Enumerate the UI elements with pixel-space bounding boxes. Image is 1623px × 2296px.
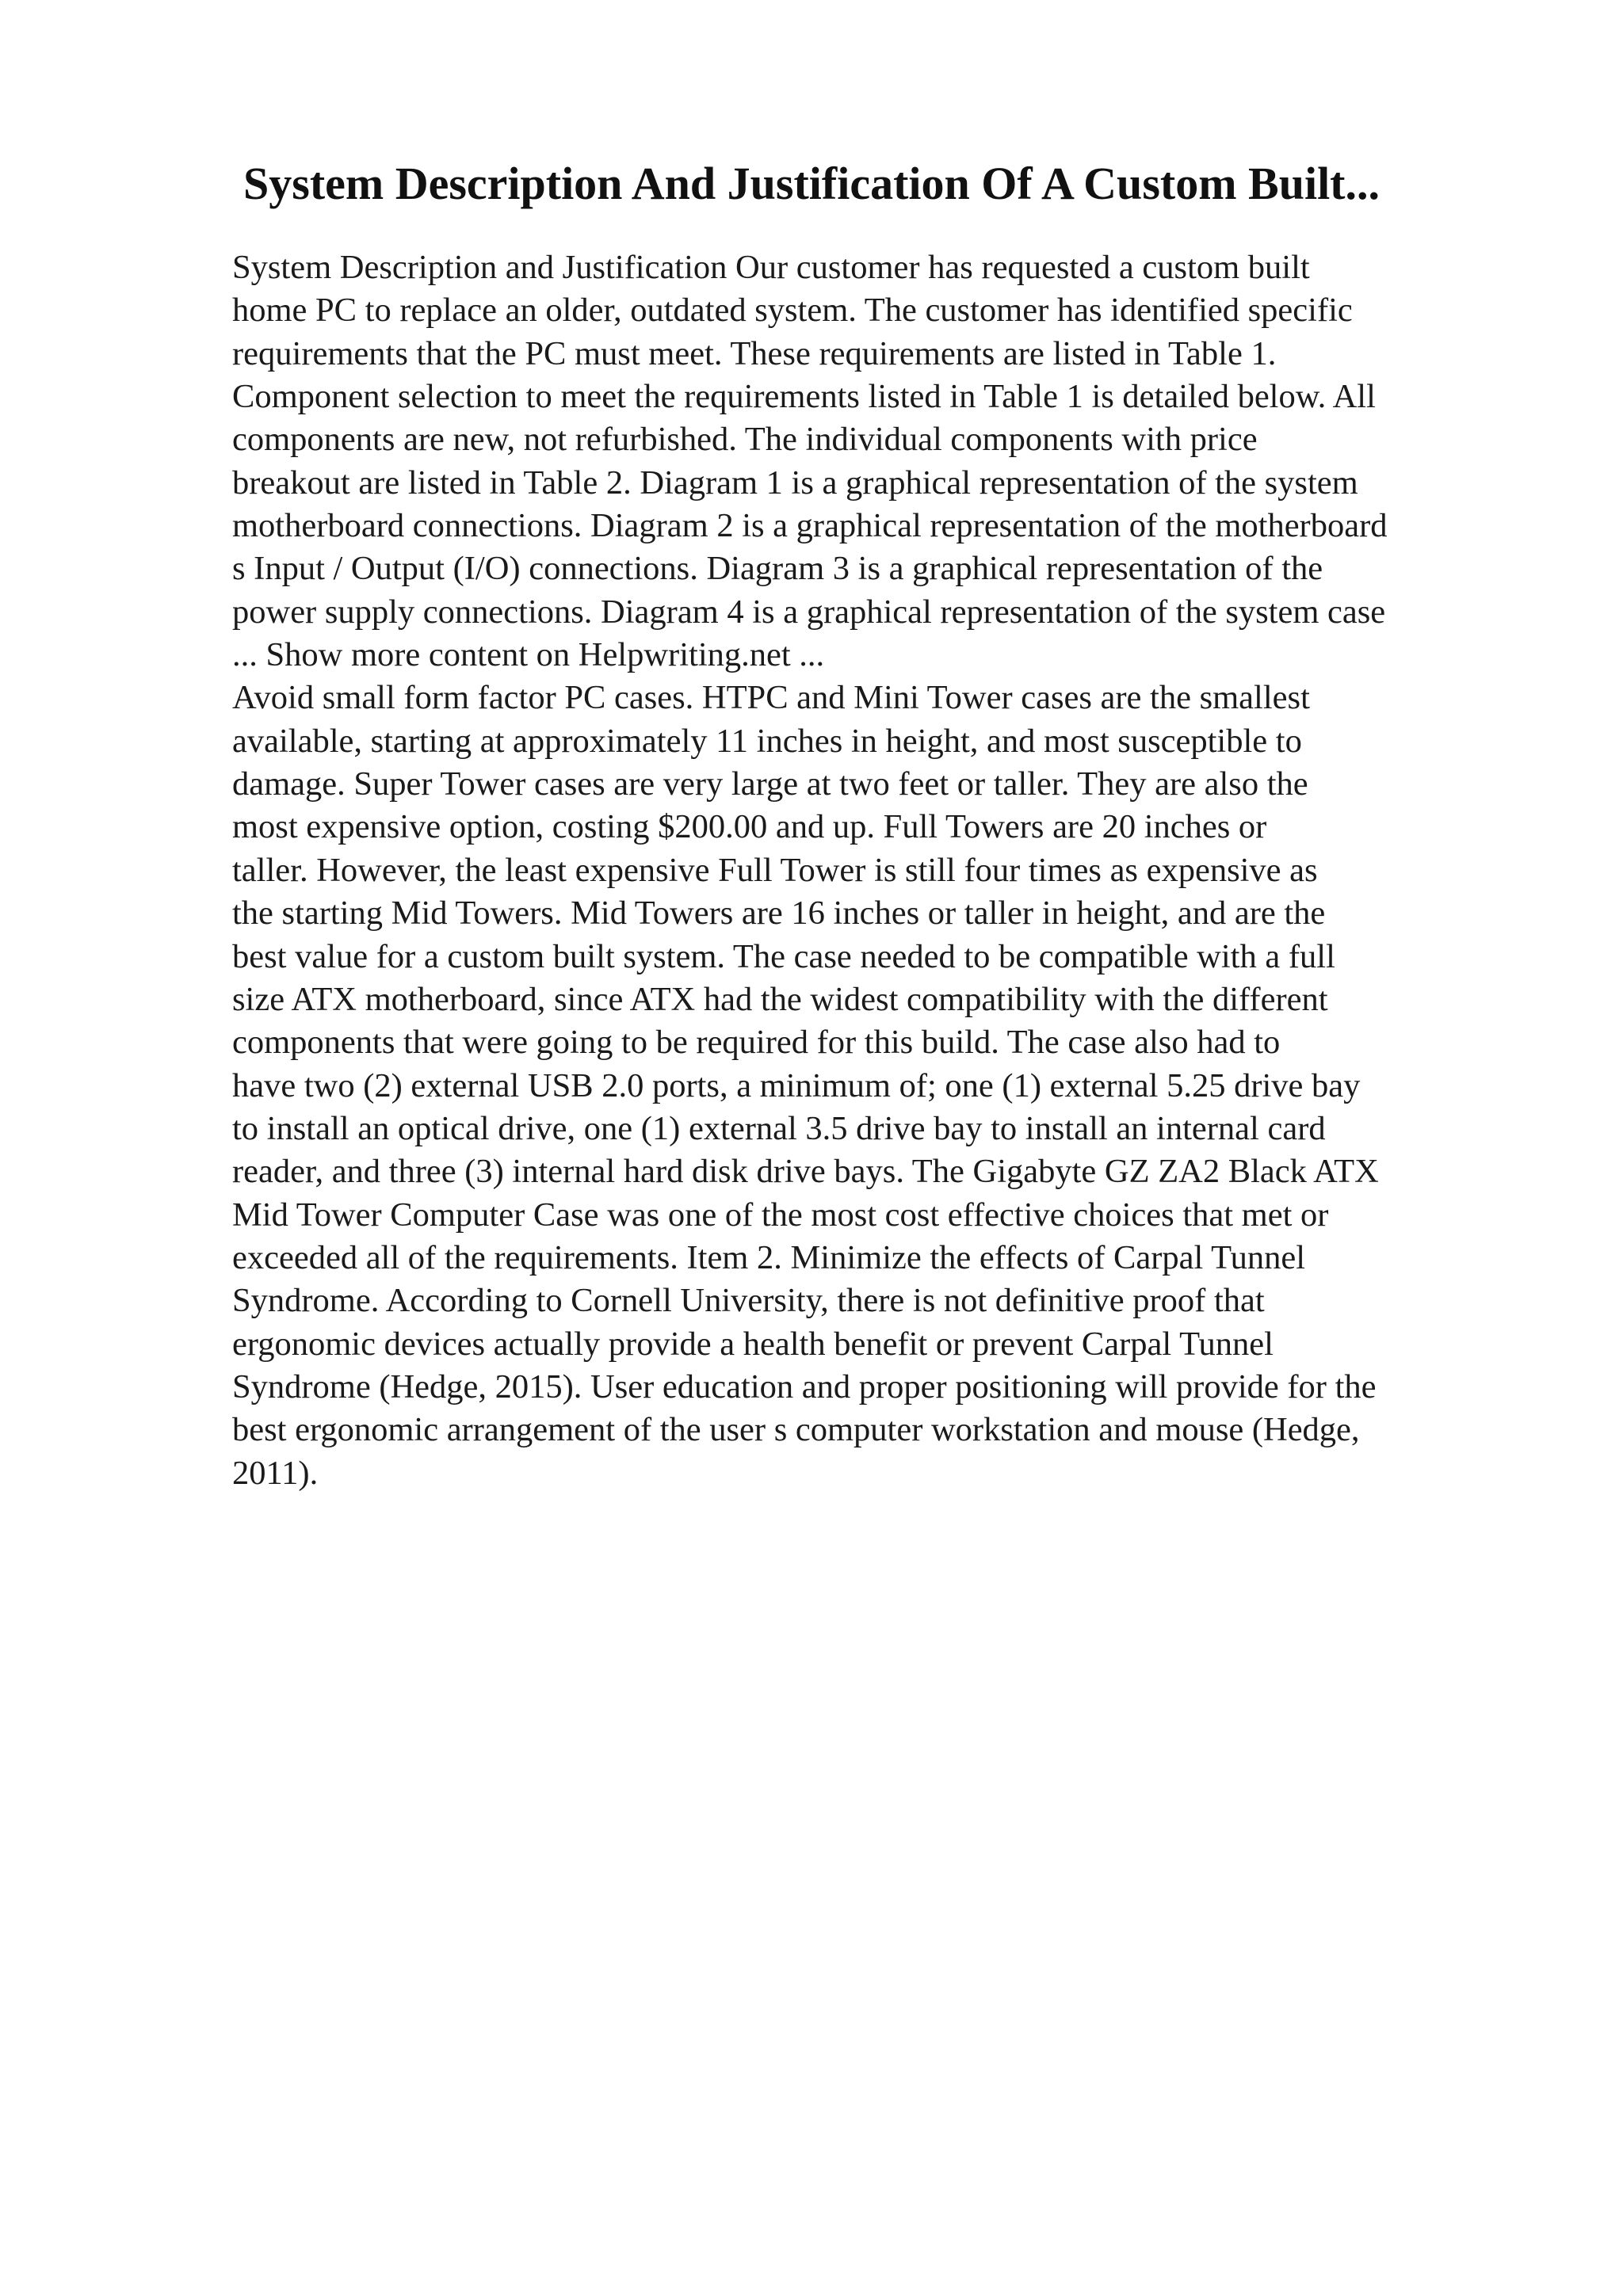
body-line: reader, and three (3) internal hard disk drive bays. The Gigabyte GZ ZA2 Black ATX bbox=[232, 1153, 1379, 1191]
body-line: Syndrome. According to Cornell University, there is not definitive proof that bbox=[232, 1282, 1265, 1320]
body-line: System Description and Justification Our customer has requested a custom built bbox=[232, 249, 1310, 286]
body-line: requirements that the PC must meet. These requirements are listed in Table 1. bbox=[232, 334, 1277, 372]
body-line: components that were going to be required for this build. The case also had to bbox=[232, 1024, 1281, 1062]
document-title: System Description And Justification Of A Custom Built... bbox=[243, 158, 1380, 209]
body-line: to install an optical drive, one (1) external 3.5 drive bay to install an internal card bbox=[232, 1109, 1326, 1147]
document-body bbox=[232, 246, 1500, 1495]
body-line: components are new, not refurbished. The individual components with price bbox=[232, 421, 1258, 459]
body-line: available, starting at approximately 11 inches in height, and most susceptible to bbox=[232, 722, 1302, 760]
body-line: exceeded all of the requirements. Item 2. Minimize the effects of Carpal Tunnel bbox=[232, 1238, 1306, 1276]
body-line: best value for a custom built system. The case needed to be compatible with a full bbox=[232, 937, 1335, 975]
body-line: Avoid small form factor PC cases. HTPC and Mini Tower cases are the smallest bbox=[232, 679, 1310, 717]
body-line: Mid Tower Computer Case was one of the most cost effective choices that met or bbox=[232, 1196, 1329, 1234]
body-line: have two (2) external USB 2.0 ports, a minimum of; one (1) external 5.25 drive bay bbox=[232, 1066, 1361, 1104]
body-line: damage. Super Tower cases are very large at two feet or taller. They are also the bbox=[232, 765, 1308, 803]
body-line: most expensive option, costing $200.00 and up. Full Towers are 20 inches or bbox=[232, 808, 1267, 846]
body-line: power supply connections. Diagram 4 is a graphical representation of the system case bbox=[232, 593, 1386, 631]
body-line: s Input / Output (I/O) connections. Diagram 3 is a graphical representation of the bbox=[232, 550, 1323, 588]
body-line: breakout are listed in Table 2. Diagram 1 is a graphical representation of the system bbox=[232, 463, 1358, 502]
body-line: taller. However, the least expensive Full Tower is still four times as expensive as bbox=[232, 851, 1318, 889]
body-line: home PC to replace an older, outdated system. The customer has identified specific bbox=[232, 292, 1353, 330]
body-line: Component selection to meet the requirements listed in Table 1 is detailed below. All bbox=[232, 378, 1376, 416]
body-line: Syndrome (Hedge, 2015). User education and proper positioning will provide for the bbox=[232, 1367, 1377, 1405]
body-line: the starting Mid Towers. Mid Towers are 16 inches or taller in height, and are the bbox=[232, 894, 1326, 933]
body-line: ergonomic devices actually provide a health benefit or prevent Carpal Tunnel bbox=[232, 1325, 1274, 1363]
body-line: motherboard connections. Diagram 2 is a graphical representation of the motherboard bbox=[232, 507, 1388, 545]
show-more-line: ... Show more content on Helpwriting.net ... bbox=[232, 636, 825, 674]
body-line: 2011). bbox=[232, 1454, 319, 1492]
body-line: size ATX motherboard, since ATX had the widest compatibility with the different bbox=[232, 980, 1328, 1018]
body-line: best ergonomic arrangement of the user s computer workstation and mouse (Hedge, bbox=[232, 1411, 1360, 1449]
